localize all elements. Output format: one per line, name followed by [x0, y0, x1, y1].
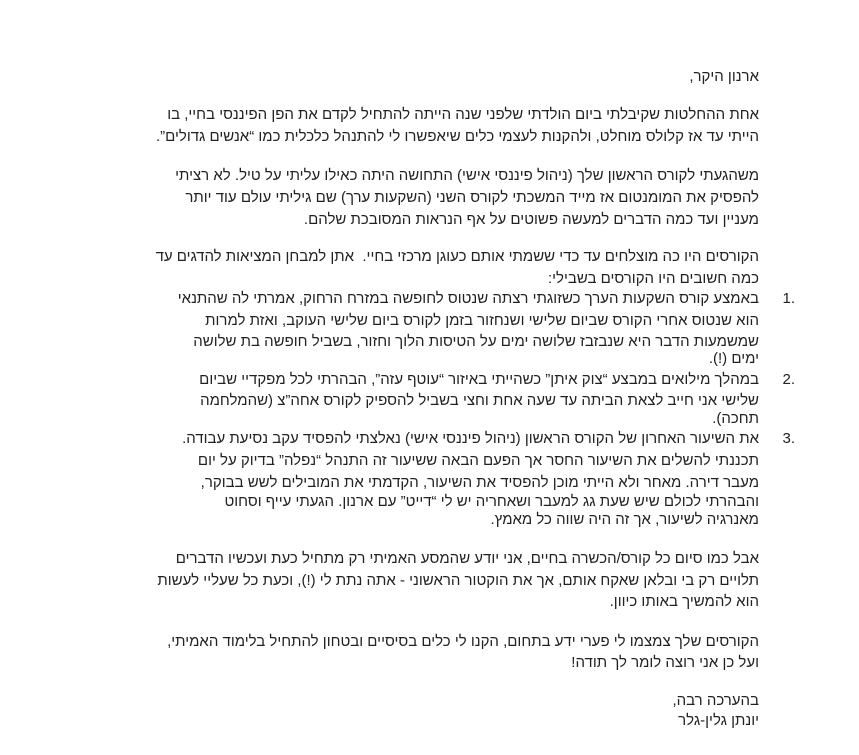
paragraph-3-line-2: כמה חשובים היו הקורסים בשבילי:: [547, 270, 759, 287]
list-item-3-line-5: מאנרגיה לשיעור, אך זה היה שווה כל מאמץ.: [490, 511, 759, 528]
list-item-3-line-4: והבהרתי לכולם שיש שעת גג למעבר ושאחריה יש לי “דייט” עם ארנון. הגעתי עייף וסחוט: [224, 493, 759, 510]
list-item-2-line-2: שלישי אני חייב לצאת הביתה עד שעה אחת וחצי בשביל להספיק לקורס אחה”צ (שהמלחמה: [200, 392, 759, 409]
paragraph-1-line-1: אחת ההחלטות שקיבלתי ביום הולדתי שלפני שנה הייתה להתחיל לקדם את הפן הפיננסי בחיי, בו: [167, 106, 759, 123]
list-item-1-line-2: הוא שנטוס אחרי הקורס שביום שלישי ושנחזור בזמן לקורס ביום שלישי העוקב, ואזת למרות: [205, 312, 759, 329]
list-item-3-line-1: את השיעור האחרון של הקורס הראשון (ניהול פיננסי אישי) נאלצתי להפסיד עקב נסיעת עבודה.: [182, 430, 759, 447]
paragraph-1-line-2: הייתי עד אז קלולס מוחלט, ולהקנות לעצמי כלים שיאפשרו לי להתנהל כלכלית כמו “אנשים גדולים”.: [155, 128, 759, 145]
list-item-3-line-3: מעבר דירה. מאחר ולא הייתי מוכן להפסיד את השיעור, הקדמתי את המובילים לשש בבוקר,: [200, 474, 759, 491]
paragraph-5-line-2: ועל כן אני רוצה לומר לך תודה!: [571, 654, 759, 671]
list-item-1-line-1: באמצע קורס השקעות הערך כשזוגתי רצתה שנטוס לחופשה במזרח הרחוק, אמרתי לה שהתנאי: [177, 290, 759, 307]
paragraph-4-line-3: הוא להמשיך באותו כיוון.: [609, 593, 759, 610]
list-item-1-line-4: ימים (!).: [708, 350, 759, 367]
list-item-2-line-1: במהלך מילואים במבצע “צוק איתן” כשהייתי באיזור “עוטף עזה”, הבהרתי לכל מפקדיי שביום: [199, 371, 759, 388]
closing-text: בהערכה רבה,: [672, 692, 759, 709]
list-item-3-number: 3.: [782, 430, 795, 447]
greeting: ארנון היקר,: [689, 68, 759, 85]
paragraph-4-line-2: תלויים רק בי ובלאן שאקח אותם, אך את הוקטור הראשוני - אתה נתת לי (!), וכעת כל שעליי לעשות: [157, 572, 759, 589]
paragraph-2-line-3: מעניין ועד כמה הדברים למעשה פשוטים על אף הנראות המסובכת שלהם.: [303, 211, 759, 228]
paragraph-5-line-1: הקורסים שלך צמצמו לי פערי ידע בתחום, הקנו לי כלים בסיסיים ובטחון להתחיל בלימוד האמיתי,: [167, 633, 759, 650]
list-item-1-line-3: שמשמעות הדבר היא שנבזבז שלושה ימים על הטיסות הלוך וחזור, בשביל חופשה בת שלושה: [193, 333, 759, 350]
list-item-1-number: 1.: [782, 290, 795, 307]
list-item-2-number: 2.: [782, 371, 795, 388]
signature: יונתן גלין-גלר: [678, 712, 759, 729]
list-item-3-line-2: תכננתי להשלים את השיעור החסר אך הפעם הבאה ששיעור זה התנהל “נפלה” בדיוק על יום: [197, 452, 759, 469]
paragraph-4-line-1: אבל כמו סיום כל קורס/הכשרה בחיים, אני יודע שהמסע האמיתי רק מתחיל כעת ועכשיו הדברים: [175, 550, 759, 567]
paragraph-2-line-2: להפסיק את המומנטום אז מייד המשכתי לקורס השני (השקעות ערך) שם גיליתי עולם עוד יותר: [185, 189, 759, 206]
paragraph-3-line-1: הקורסים היו כה מוצלחים עד כדי ששמתי אותם כעוגן מרכזי בחיי. אתן למבחן המציאות להדגים עד: [155, 248, 759, 265]
paragraph-2-line-1: משהגעתי לקורס הראשון שלך (ניהול פיננסי אישי) התחושה היתה כאילו עליתי על טיל. לא רציתי: [175, 167, 759, 184]
list-item-2-line-3: תחכה).: [712, 410, 759, 427]
